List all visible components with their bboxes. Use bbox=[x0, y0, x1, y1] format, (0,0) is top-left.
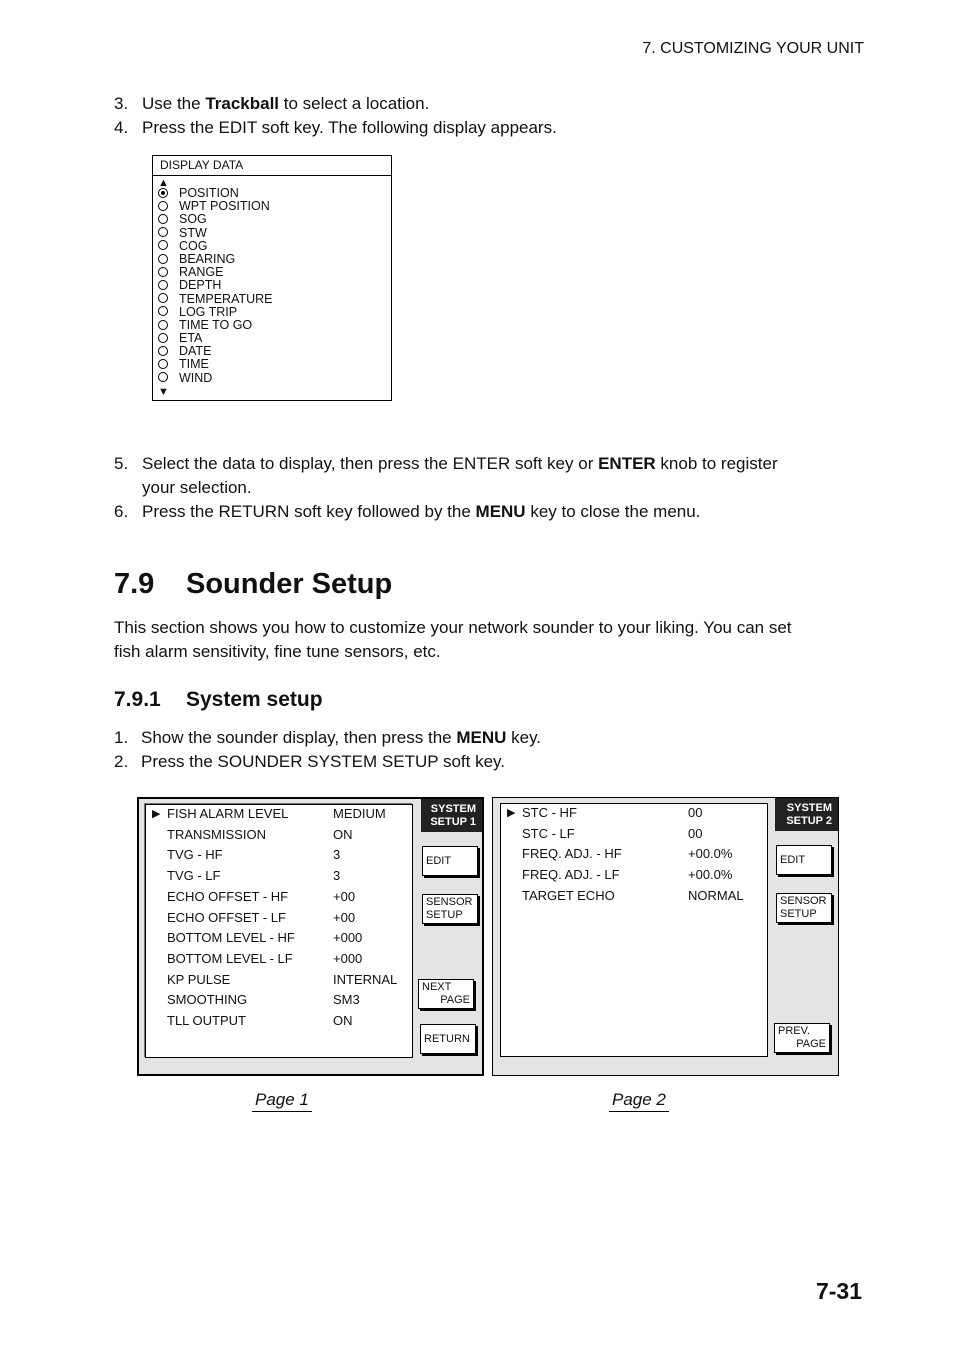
setup-item-label: BOTTOM LEVEL - HF bbox=[167, 930, 295, 946]
prev-page-button[interactable]: PREV. PAGE bbox=[774, 1023, 830, 1053]
display-data-option[interactable] bbox=[158, 372, 273, 385]
display-data-option-label: TEMPERATURE bbox=[179, 291, 273, 306]
setup-menu-row[interactable] bbox=[167, 827, 407, 843]
radio-icon[interactable] bbox=[158, 359, 168, 369]
setup-menu-row[interactable] bbox=[522, 826, 762, 842]
display-data-option[interactable] bbox=[158, 200, 273, 213]
display-data-list bbox=[158, 187, 273, 385]
step-1: 1. Show the sounder display, then press the MENU key. bbox=[114, 728, 542, 747]
radio-icon[interactable] bbox=[158, 227, 168, 237]
display-data-option-label: DEPTH bbox=[179, 278, 222, 293]
page2-menu-list bbox=[500, 803, 768, 1057]
setup-item-value: +00.0% bbox=[688, 867, 733, 883]
radio-icon[interactable] bbox=[158, 201, 168, 211]
display-data-option-label: COG bbox=[179, 238, 208, 253]
setup-item-value: +000 bbox=[333, 930, 363, 946]
setup-menu-row[interactable] bbox=[167, 847, 407, 863]
section-heading: 7.9 Sounder Setup bbox=[114, 568, 393, 600]
radio-icon[interactable] bbox=[158, 267, 168, 277]
edit-button[interactable]: EDIT bbox=[776, 845, 832, 875]
setup-item-label: TLL OUTPUT bbox=[167, 1013, 246, 1028]
display-data-option-label: SOG bbox=[179, 212, 207, 227]
display-data-option-label: ETA bbox=[179, 331, 203, 346]
display-data-option[interactable] bbox=[158, 213, 273, 226]
edit-button[interactable]: EDIT bbox=[422, 846, 478, 876]
system-setup-2-tag: SYSTEM SETUP 2 bbox=[775, 798, 838, 831]
scroll-up-icon[interactable]: ▲ bbox=[158, 177, 169, 189]
radio-icon[interactable] bbox=[158, 372, 168, 382]
setup-menu-row[interactable] bbox=[167, 910, 407, 926]
display-data-option[interactable] bbox=[158, 319, 273, 332]
radio-icon[interactable] bbox=[158, 214, 168, 224]
setup-menu-row[interactable] bbox=[522, 888, 762, 904]
system-setup-page-2 bbox=[492, 797, 839, 1076]
setup-menu-row[interactable] bbox=[507, 805, 762, 821]
setup-item-value: 3 bbox=[333, 868, 341, 884]
sensor-setup-button[interactable]: SENSOR SETUP bbox=[776, 893, 832, 923]
display-data-title: DISPLAY DATA bbox=[153, 156, 391, 176]
display-data-option-label: STW bbox=[179, 225, 207, 240]
radio-selected-icon[interactable] bbox=[158, 188, 168, 198]
setup-menu-row[interactable] bbox=[167, 972, 407, 988]
step-5: 5. Select the data to display, then press the ENTER soft key or ENTER knob to register your selection. bbox=[114, 454, 778, 497]
sensor-setup-button[interactable]: SENSOR SETUP bbox=[422, 894, 478, 924]
page-2-caption: Page 2 bbox=[609, 1090, 669, 1112]
display-data-option-label: TIME TO GO bbox=[179, 317, 253, 332]
display-data-option[interactable] bbox=[158, 358, 273, 371]
page-number: 7-31 bbox=[815, 1278, 862, 1304]
setup-item-value: ON bbox=[333, 826, 353, 842]
setup-item-value: 00 bbox=[688, 825, 703, 841]
display-data-option[interactable] bbox=[158, 332, 273, 345]
setup-item-label: SMOOTHING bbox=[167, 992, 248, 1008]
radio-icon[interactable] bbox=[158, 280, 168, 290]
setup-menu-row[interactable] bbox=[167, 889, 407, 905]
page-1-caption: Page 1 bbox=[252, 1090, 312, 1112]
radio-icon[interactable] bbox=[158, 240, 168, 250]
setup-item-label: STC - HF bbox=[522, 805, 577, 820]
radio-icon[interactable] bbox=[158, 346, 168, 356]
step-2: 2. Press the SOUNDER SYSTEM SETUP soft key. bbox=[114, 752, 506, 771]
setup-item-label: TVG - LF bbox=[167, 868, 221, 884]
display-data-option-label: BEARING bbox=[179, 251, 236, 266]
step-3: 3. Use the Trackball to select a location. bbox=[114, 94, 430, 113]
display-data-option-label: WIND bbox=[179, 370, 213, 385]
setup-item-label: ECHO OFFSET - HF bbox=[167, 888, 289, 904]
setup-item-value: ON bbox=[333, 1013, 353, 1028]
setup-item-label: TRANSMISSION bbox=[167, 826, 266, 842]
radio-icon[interactable] bbox=[158, 306, 168, 316]
display-data-option-label: RANGE bbox=[179, 265, 224, 280]
setup-item-label: FREQ. ADJ. - LF bbox=[522, 867, 620, 883]
setup-item-value: MEDIUM bbox=[333, 806, 386, 821]
setup-item-label: FISH ALARM LEVEL bbox=[167, 806, 289, 821]
radio-icon[interactable] bbox=[158, 320, 168, 330]
setup-item-value: SM3 bbox=[333, 992, 360, 1008]
display-data-option[interactable] bbox=[158, 227, 273, 240]
cursor-pointer-icon: ▶ bbox=[152, 808, 161, 820]
system-setup-1-tag: SYSTEM SETUP 1 bbox=[421, 799, 482, 832]
setup-item-value: NORMAL bbox=[688, 887, 744, 903]
next-page-button[interactable]: NEXT PAGE bbox=[418, 979, 474, 1009]
display-data-menu bbox=[152, 155, 392, 401]
step-6: 6. Press the RETURN soft key followed by the MENU key to close the menu. bbox=[114, 502, 701, 521]
section-intro: This section shows you how to customize your network sounder to your liking. You can set fish alarm sensitivity, fine tune sensors, etc. bbox=[114, 618, 792, 661]
return-button[interactable]: RETURN bbox=[420, 1024, 476, 1054]
scroll-down-icon[interactable]: ▼ bbox=[158, 386, 169, 398]
setup-menu-row[interactable] bbox=[152, 806, 407, 822]
radio-icon[interactable] bbox=[158, 333, 168, 343]
setup-menu-row[interactable] bbox=[522, 867, 762, 883]
setup-item-label: KP PULSE bbox=[167, 971, 231, 987]
setup-item-value: +00 bbox=[333, 888, 356, 904]
radio-icon[interactable] bbox=[158, 254, 168, 264]
setup-menu-row[interactable] bbox=[167, 951, 407, 967]
setup-menu-row[interactable] bbox=[167, 992, 407, 1008]
setup-menu-row[interactable] bbox=[522, 846, 762, 862]
display-data-option-label: POSITION bbox=[179, 186, 239, 200]
setup-item-label: FREQ. ADJ. - HF bbox=[522, 846, 622, 862]
cursor-pointer-icon: ▶ bbox=[507, 807, 516, 819]
page1-menu-list bbox=[145, 804, 413, 1058]
setup-item-value: 3 bbox=[333, 847, 341, 863]
display-data-option-label: DATE bbox=[179, 344, 212, 359]
setup-menu-row[interactable] bbox=[167, 930, 407, 946]
subsection-heading: 7.9.1 System setup bbox=[114, 688, 323, 711]
running-header: 7. CUSTOMIZING YOUR UNIT bbox=[642, 40, 864, 57]
radio-icon[interactable] bbox=[158, 293, 168, 303]
setup-item-value: +00 bbox=[333, 909, 356, 925]
setup-menu-row[interactable] bbox=[167, 868, 407, 884]
setup-item-value: 00 bbox=[688, 805, 703, 820]
setup-item-label: STC - LF bbox=[522, 825, 575, 841]
setup-item-label: BOTTOM LEVEL - LF bbox=[167, 950, 293, 966]
setup-item-value: +000 bbox=[333, 950, 363, 966]
display-data-option-label: TIME bbox=[179, 357, 209, 372]
setup-item-label: TVG - HF bbox=[167, 847, 223, 863]
setup-item-value: INTERNAL bbox=[333, 971, 398, 987]
setup-item-value: +00.0% bbox=[688, 846, 733, 862]
setup-menu-row[interactable] bbox=[167, 1013, 407, 1029]
setup-item-label: TARGET ECHO bbox=[522, 887, 615, 903]
setup-item-label: ECHO OFFSET - LF bbox=[167, 909, 286, 925]
display-data-option[interactable] bbox=[158, 345, 273, 358]
display-data-option-label: LOG TRIP bbox=[179, 304, 238, 319]
step-4: 4. Press the EDIT soft key. The following display appears. bbox=[114, 118, 557, 137]
display-data-option-label: WPT POSITION bbox=[179, 199, 270, 214]
system-setup-page-1 bbox=[137, 797, 484, 1076]
